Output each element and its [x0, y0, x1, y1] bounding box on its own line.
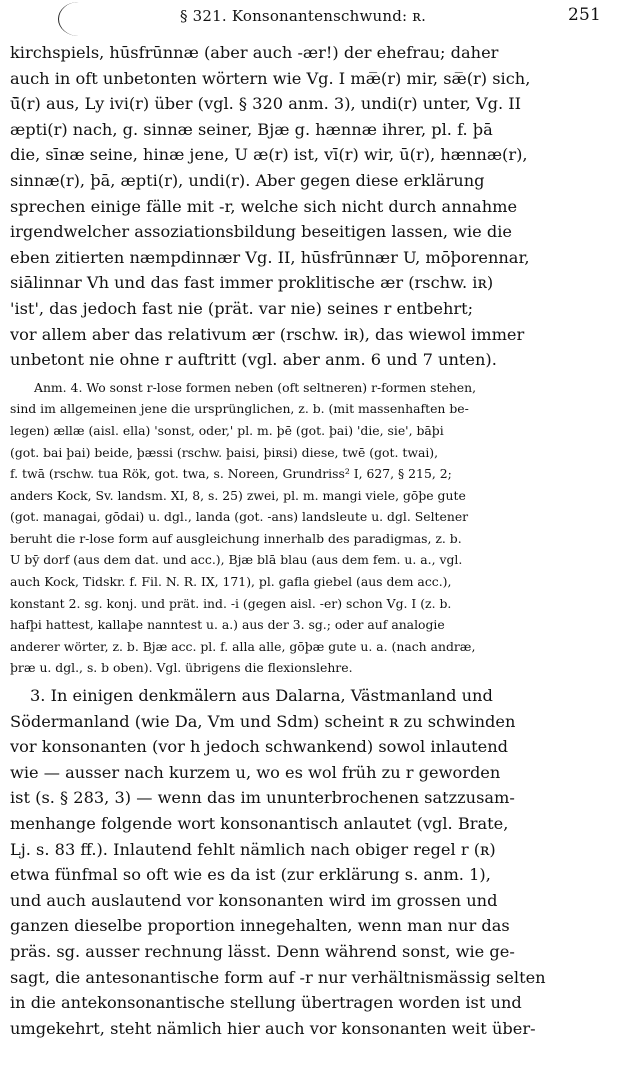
- text-line: eben zitierten næmpdinnær Vg. II, hūsfrūnnær U, mōþorennar,: [10, 247, 530, 267]
- page-number: 251: [567, 5, 601, 25]
- text-line: sinnæ(r), þā, æpti(r), undi(r). Aber gegen diese erklärung: [10, 170, 485, 190]
- note-line: f. twā (rschw. tua Rök, got. twa, s. Noreen, Grundriss² I, 627, § 215, 2;: [10, 466, 452, 482]
- text-line: siālinnar Vh und das fast immer proklitische ær (rschw. iʀ): [10, 273, 494, 293]
- text-line: sprechen einige fälle mit -r, welche sich nicht durch annahme: [10, 196, 518, 216]
- text-line: menhange folgende wort konsonantisch anlautet (vgl. Brate,: [10, 814, 509, 833]
- text-line: Lj. s. 83 ff.). Inlautend fehlt nämlich nach obiger regel r (ʀ): [10, 839, 496, 859]
- note-anm-4: [10, 377, 603, 679]
- text-line: 3. In einigen denkmälern aus Dalarna, Västmanland und: [30, 686, 493, 706]
- text-line: vor allem aber das relativum ær (rschw. iʀ), das wiewol immer: [10, 324, 525, 344]
- text-line: ist (s. § 283, 3) — wenn das im ununterbrochenen satzzusam-: [10, 788, 515, 808]
- note-line: konstant 2. sg. konj. und prät. ind. -i (gegen aisl. -er) schon Vg. I (z. b.: [10, 595, 452, 611]
- text-line: sagt, die antesonantische form auf -r nur verhältnismässig selten: [10, 967, 546, 987]
- note-line: beruht die r-lose form auf ausgleichung innerhalb des paradigmas, z. b.: [10, 530, 462, 546]
- page-header: [10, 4, 603, 32]
- text-line: umgekehrt, steht nämlich hier auch vor konsonanten weit über-: [10, 1018, 536, 1038]
- text-line: vor konsonanten (vor h jedoch schwankend) sowol inlautend: [10, 737, 509, 757]
- text-line: in die antekonsonantische stellung übertragen worden ist und: [10, 993, 522, 1013]
- text-line: Södermanland (wie Da, Vm und Sdm) scheint ʀ zu schwinden: [10, 711, 516, 731]
- text-line: auch in oft unbetonten wörtern wie Vg. I mæ̅(r) mir, sæ̅(r) sich,: [10, 68, 531, 88]
- text-line: æpti(r) nach, g. sinnæ seiner, Bjæ g. hænnæ ihrer, pl. f. þā: [10, 119, 493, 139]
- text-line: kirchspiels, hūsfrūnnæ (aber auch -ær!) der ehefrau; daher: [10, 43, 499, 62]
- note-line: hafþi hattest, kallaþe nanntest u. a.) aus der 3. sg.; oder auf analogie: [10, 617, 445, 633]
- note-line: anderer wörter, z. b. Bjæ acc. pl. f. alla alle, gōþæ gute u. a. (nach andræ,: [10, 638, 476, 654]
- text-line: wie — ausser nach kurzem u, wo es wol früh zu r geworden: [10, 762, 501, 782]
- note-line: Anm. 4. Wo sonst r-lose formen neben (oft seltneren) r-formen stehen,: [34, 379, 477, 395]
- note-line: U bȳ dorf (aus dem dat. und acc.), Bjæ blā blau (aus dem fem. u. a., vgl.: [10, 552, 463, 568]
- note-line: (got. managai, gōdai) u. dgl., landa (got. -ans) landsleute u. dgl. Seltener: [10, 509, 469, 525]
- text-line: irgendwelcher assoziationsbildung beseitigen lassen, wie die: [10, 222, 512, 242]
- note-line: legen) ællæ (aisl. ella) 'sonst, oder,' pl. m. þē (got. þai) 'die, sie', bāþi: [10, 422, 444, 438]
- text-line: die, sīnæ seine, hinæ jene, U æ(r) ist, vī(r) wir, ū(r), hænnæ(r),: [10, 145, 528, 165]
- text-line: präs. sg. ausser rechnung lässt. Denn während sonst, wie ge-: [10, 941, 515, 961]
- text-line: unbetont nie ohne r auftritt (vgl. aber anm. 6 und 7 unten).: [10, 350, 497, 370]
- paragraph-3: [10, 683, 603, 1041]
- note-line: (got. bai þai) beide, þæssi (rschw. þaisi, þiʀsi) diese, twē (got. twai),: [10, 444, 439, 460]
- margin-mark: [58, 2, 99, 36]
- running-title: § 321. Konsonantenschwund: ʀ.: [180, 7, 427, 25]
- text-line: etwa fünfmal so oft wie es da ist (zur erklärung s. anm. 1),: [10, 865, 491, 885]
- note-line: þræ u. dgl., s. b oben). Vgl. übrigens die flexionslehre.: [10, 660, 353, 676]
- note-line: auch Kock, Tidskr. f. Fil. N. R. IX, 171), pl. gafla giebel (aus dem acc.),: [10, 574, 452, 590]
- paragraph-1: [10, 40, 603, 373]
- text-line: ganzen dieselbe proportion innegehalten, wenn man nur das: [10, 916, 510, 936]
- text-line: ū̄(r) aus, Ly ivi(r) über (vgl. § 320 anm. 3), undi(r) unter, Vg. II: [10, 94, 522, 114]
- note-line: sind im allgemeinen jene die ursprünglichen, z. b. (mit massenhaften be-: [10, 401, 469, 417]
- text-line: 'ist', das jedoch fast nie (prät. var nie) seines r entbehrt;: [10, 298, 474, 318]
- note-line: anders Kock, Sv. landsm. XI, 8, s. 25) zwei, pl. m. mangi viele, gōþe gute: [10, 487, 466, 503]
- text-line: und auch auslautend vor konsonanten wird im grossen und: [10, 890, 498, 910]
